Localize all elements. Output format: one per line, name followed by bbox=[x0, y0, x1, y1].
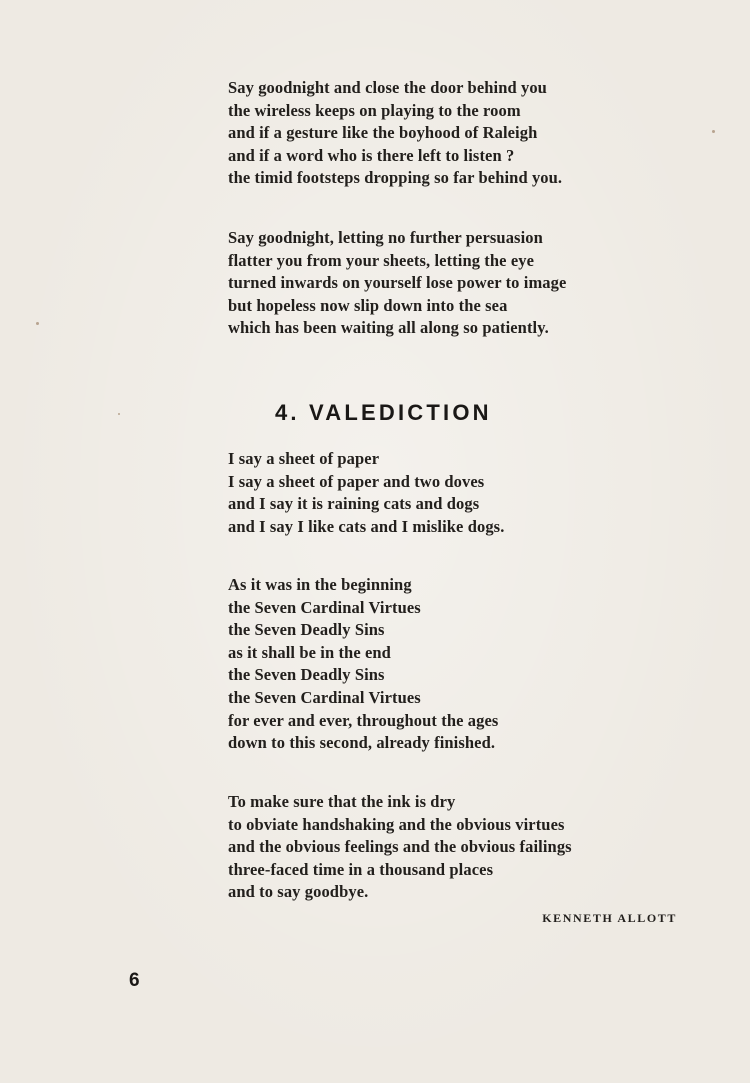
poem-line: I say a sheet of paper and two doves bbox=[228, 471, 485, 491]
poem-line: Say goodnight and close the door behind you bbox=[228, 78, 547, 97]
poem-line: the Seven Cardinal Virtues bbox=[228, 597, 421, 617]
poem-line: As it was in the beginning bbox=[228, 575, 412, 594]
poem-line: and I say I like cats and I mislike dogs. bbox=[228, 516, 505, 536]
stanza-2 bbox=[228, 227, 566, 340]
poem-line: the wireless keeps on playing to the room bbox=[228, 100, 521, 120]
poem-line: but hopeless now slip down into the sea bbox=[228, 295, 508, 315]
poem-line: for ever and ever, throughout the ages bbox=[228, 710, 499, 730]
poem-line: the Seven Deadly Sins bbox=[228, 620, 385, 640]
poem-line: to obviate handshaking and the obvious virtues bbox=[228, 814, 565, 834]
stanza-5 bbox=[228, 791, 572, 904]
poem-line: as it shall be in the end bbox=[228, 642, 391, 662]
poem-line: the Seven Cardinal Virtues bbox=[228, 687, 421, 707]
paper-speck bbox=[712, 130, 715, 133]
poem-line: three-faced time in a thousand places bbox=[228, 859, 494, 879]
section-title: 4. VALEDICTION bbox=[275, 400, 492, 425]
poem-line: turned inwards on yourself lose power to image bbox=[228, 273, 567, 293]
page-number: 6 bbox=[129, 970, 140, 991]
stanza-1 bbox=[228, 77, 562, 190]
poem-line: Say goodnight, letting no further persuasion bbox=[228, 228, 543, 247]
poem-line: down to this second, already finished. bbox=[228, 733, 496, 753]
poem-line: and if a gesture like the boyhood of Raleigh bbox=[228, 123, 538, 143]
poem-line: and I say it is raining cats and dogs bbox=[228, 494, 480, 514]
paper-speck bbox=[118, 413, 120, 415]
poem-line: and to say goodbye. bbox=[228, 882, 369, 902]
poem-line: and the obvious feelings and the obvious failings bbox=[228, 837, 572, 857]
poem-line: To make sure that the ink is dry bbox=[228, 792, 456, 811]
stanza-3 bbox=[228, 448, 504, 538]
poem-line: I say a sheet of paper bbox=[228, 449, 380, 468]
stanza-4 bbox=[228, 574, 498, 755]
poem-line: which has been waiting all along so patiently. bbox=[228, 318, 549, 338]
poem-line: and if a word who is there left to listen ? bbox=[228, 145, 515, 165]
paper-speck bbox=[36, 322, 39, 325]
author-name: KENNETH ALLOTT bbox=[542, 911, 677, 925]
poem-line: the timid footsteps dropping so far behind you. bbox=[228, 168, 563, 188]
poem-line: flatter you from your sheets, letting the eye bbox=[228, 250, 535, 270]
poem-line: the Seven Deadly Sins bbox=[228, 665, 385, 685]
